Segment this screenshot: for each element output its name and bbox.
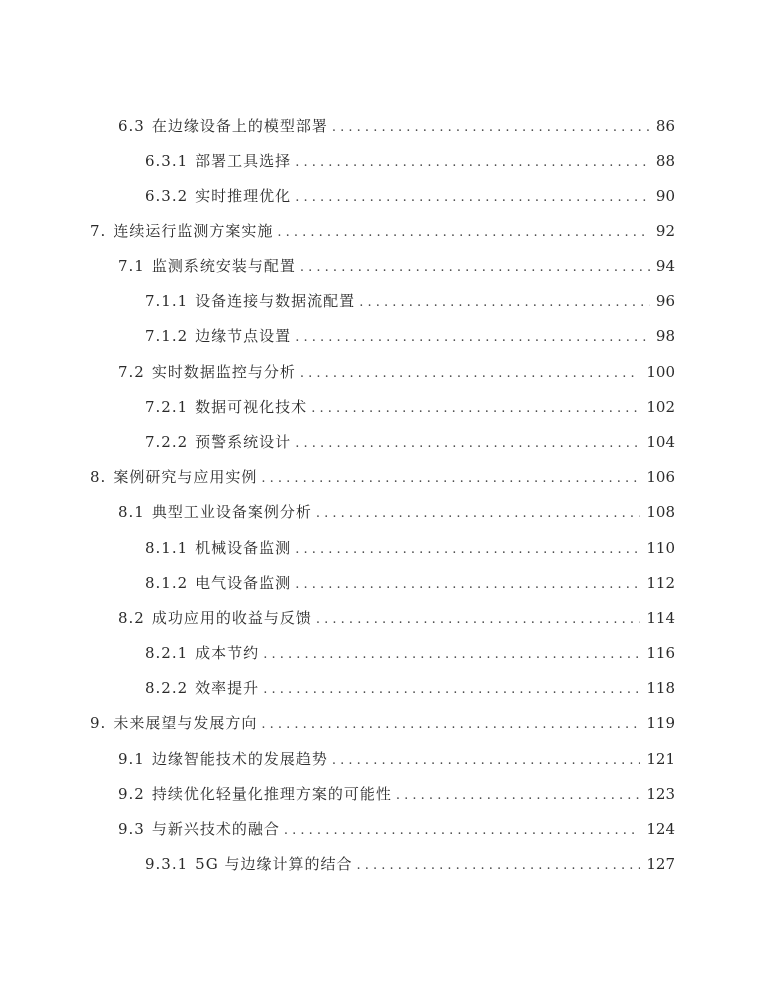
toc-entry-number: 6.3.1 — [145, 152, 189, 170]
toc-entry-title: 未来展望与发展方向 — [113, 714, 258, 732]
toc-dot-leader — [316, 608, 640, 632]
toc-dot-leader — [295, 326, 650, 350]
toc-entry-9-3[interactable] — [118, 817, 675, 841]
toc-entry-page-number: 108 — [646, 503, 675, 521]
toc-entry-number: 7.1 — [118, 257, 145, 275]
toc-entry-title: 数据可视化技术 — [195, 398, 308, 416]
toc-entry-6-3-2[interactable] — [145, 184, 675, 208]
toc-entry-page-number: 118 — [646, 679, 675, 697]
toc-entry-number: 6.3.2 — [145, 187, 189, 205]
toc-entry-title: 案例研究与应用实例 — [113, 468, 258, 486]
toc-entry-8-1-2[interactable] — [145, 571, 675, 595]
toc-entry-number: 7.2.1 — [145, 398, 189, 416]
toc-entry-number: 8.1.1 — [145, 539, 189, 557]
toc-entry-7[interactable] — [90, 219, 675, 243]
toc-entry-page-number: 104 — [646, 433, 675, 451]
toc-entry-title: 监测系统安装与配置 — [151, 257, 296, 275]
toc-dot-leader — [295, 432, 640, 456]
toc-entry-title: 机械设备监测 — [195, 539, 292, 557]
toc-dot-leader — [263, 643, 640, 667]
toc-entry-page-number: 98 — [655, 327, 675, 345]
toc-dot-leader — [263, 678, 640, 702]
toc-dot-leader — [261, 467, 640, 491]
toc-entry-title: 连续运行监测方案实施 — [113, 222, 274, 240]
toc-dot-leader — [295, 151, 650, 175]
toc-entry-page-number: 112 — [646, 574, 675, 592]
toc-dot-leader — [277, 221, 650, 245]
toc-entry-7-2-1[interactable] — [145, 395, 675, 419]
toc-dot-leader — [295, 186, 650, 210]
toc-dot-leader — [300, 256, 650, 280]
toc-dot-leader — [300, 362, 640, 386]
toc-entry-number: 9.2 — [118, 785, 145, 803]
toc-dot-leader — [295, 573, 640, 597]
toc-entry-page-number: 119 — [646, 714, 675, 732]
toc-entry-title: 效率提升 — [195, 679, 260, 697]
toc-entry-8-2[interactable] — [118, 606, 675, 630]
toc-entry-number: 8.1.2 — [145, 574, 189, 592]
toc-entry-9-2[interactable] — [118, 782, 675, 806]
toc-dot-leader — [356, 854, 640, 878]
toc-entry-page-number: 114 — [646, 609, 675, 627]
toc-entry-number: 8. — [90, 468, 107, 486]
toc-dot-leader — [332, 749, 640, 773]
toc-entry-title: 成功应用的收益与反馈 — [151, 609, 312, 627]
toc-entry-9-3-1[interactable] — [145, 852, 675, 876]
toc-entry-8-2-1[interactable] — [145, 641, 675, 665]
toc-entry-8-1-1[interactable] — [145, 536, 675, 560]
toc-entry-number: 7.1.2 — [145, 327, 189, 345]
toc-entry-page-number: 116 — [646, 644, 675, 662]
toc-entry-number: 7.2.2 — [145, 433, 189, 451]
toc-entry-page-number: 123 — [646, 785, 675, 803]
toc-entry-8[interactable] — [90, 465, 675, 489]
toc-entry-title: 持续优化轻量化推理方案的可能性 — [151, 785, 392, 803]
toc-entry-title: 电气设备监测 — [195, 574, 292, 592]
toc-dot-leader — [311, 397, 640, 421]
toc-entry-number: 9.3.1 — [145, 855, 189, 873]
toc-entry-number: 7. — [90, 222, 107, 240]
toc-entry-7-1-1[interactable] — [145, 289, 675, 313]
toc-entry-title: 设备连接与数据流配置 — [195, 292, 356, 310]
toc-entry-title: 边缘节点设置 — [195, 327, 292, 345]
toc-entry-8-1[interactable] — [118, 500, 675, 524]
toc-dot-leader — [295, 538, 640, 562]
toc-entry-title: 5G 与边缘计算的结合 — [195, 855, 353, 873]
toc-entry-number: 9. — [90, 714, 107, 732]
toc-entry-6-3[interactable] — [118, 114, 675, 138]
toc-entry-number: 7.2 — [118, 363, 145, 381]
toc-entry-page-number: 127 — [646, 855, 675, 873]
toc-entry-title: 实时推理优化 — [195, 187, 292, 205]
toc-entry-page-number: 121 — [646, 750, 675, 768]
toc-entry-title: 边缘智能技术的发展趋势 — [151, 750, 328, 768]
toc-entry-number: 9.1 — [118, 750, 145, 768]
toc-dot-leader — [332, 116, 650, 140]
toc-entry-page-number: 94 — [655, 257, 675, 275]
toc-dot-leader — [284, 819, 640, 843]
toc-entry-7-1[interactable] — [118, 254, 675, 278]
toc-entry-number: 7.1.1 — [145, 292, 189, 310]
toc-entry-page-number: 86 — [655, 117, 675, 135]
toc-entry-title: 实时数据监控与分析 — [151, 363, 296, 381]
toc-entry-title: 成本节约 — [195, 644, 260, 662]
toc-dot-leader — [261, 713, 640, 737]
toc-entry-page-number: 124 — [646, 820, 675, 838]
toc-entry-title: 在边缘设备上的模型部署 — [151, 117, 328, 135]
toc-entry-page-number: 110 — [646, 539, 675, 557]
toc-entry-number: 9.3 — [118, 820, 145, 838]
toc-dot-leader — [316, 502, 640, 526]
toc-entry-page-number: 96 — [655, 292, 675, 310]
toc-entry-number: 6.3 — [118, 117, 145, 135]
toc-entry-page-number: 88 — [655, 152, 675, 170]
toc-entry-title: 部署工具选择 — [195, 152, 292, 170]
toc-entry-page-number: 100 — [646, 363, 675, 381]
toc-entry-title: 预警系统设计 — [195, 433, 292, 451]
toc-entry-page-number: 102 — [646, 398, 675, 416]
toc-entry-page-number: 92 — [655, 222, 675, 240]
toc-entry-9-1[interactable] — [118, 747, 675, 771]
toc-entry-number: 8.1 — [118, 503, 145, 521]
toc-entry-title: 与新兴技术的融合 — [151, 820, 280, 838]
toc-entry-6-3-1[interactable] — [145, 149, 675, 173]
toc-entry-number: 8.2 — [118, 609, 145, 627]
toc-entry-number: 8.2.1 — [145, 644, 189, 662]
toc-entry-9[interactable] — [90, 711, 675, 735]
toc-entry-7-1-2[interactable] — [145, 324, 675, 348]
toc-dot-leader — [396, 784, 640, 808]
toc-entry-8-2-2[interactable] — [145, 676, 675, 700]
toc-entry-number: 8.2.2 — [145, 679, 189, 697]
toc-entry-page-number: 90 — [655, 187, 675, 205]
toc-entry-7-2-2[interactable] — [145, 430, 675, 454]
toc-entry-title: 典型工业设备案例分析 — [151, 503, 312, 521]
toc-entry-page-number: 106 — [646, 468, 675, 486]
toc-entry-7-2[interactable] — [118, 360, 675, 384]
toc-dot-leader — [359, 291, 650, 315]
